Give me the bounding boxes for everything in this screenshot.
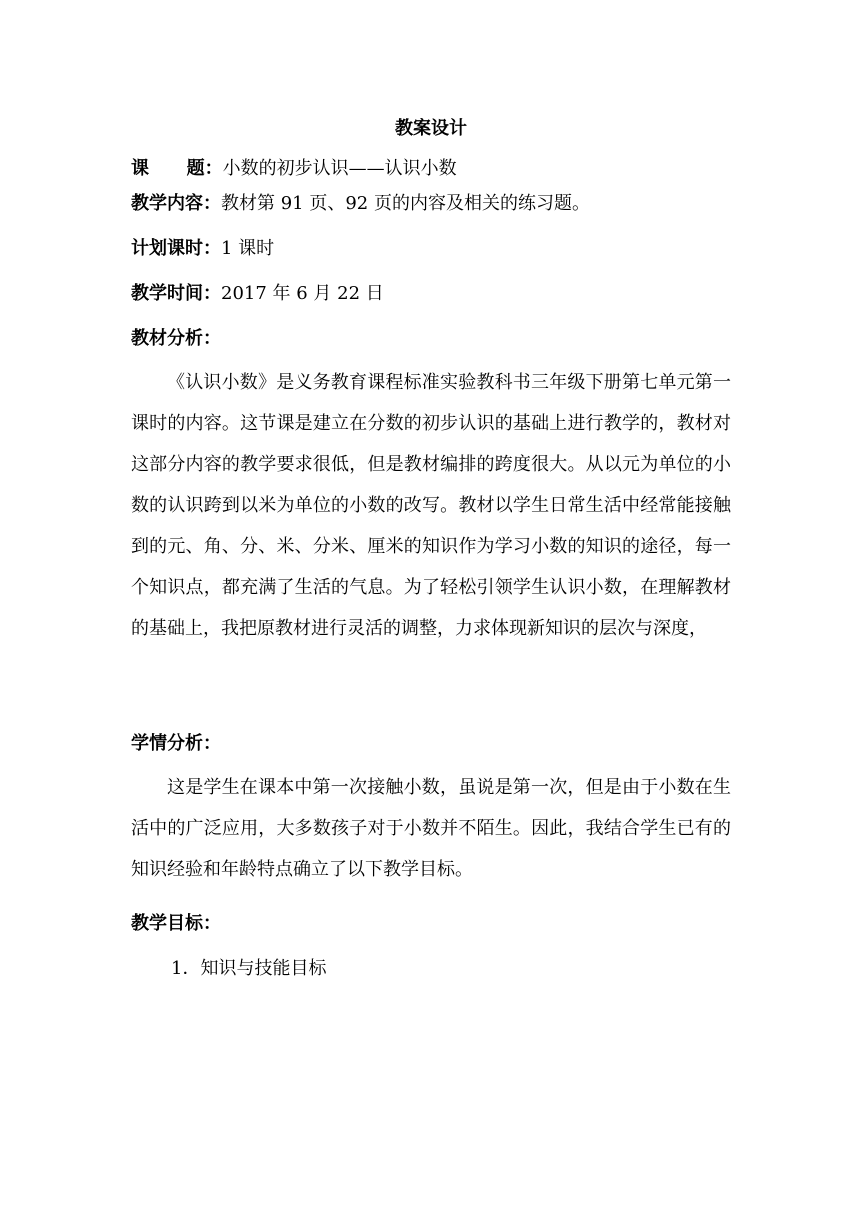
hours-value: 1 课时 — [221, 238, 275, 259]
hours-field — [131, 236, 731, 262]
content-field — [131, 191, 731, 217]
date-field — [131, 281, 731, 307]
textbook-analysis-body: 《认识小数》是义务教育课程标准实验教科书三年级下册第七单元第一课时的内容。这节课是建立在分数的初步认识的基础上进行教学的，教材对这部分内容的教学要求很低，但是教材编排的跨度很大。从以元为单位的小数的认识跨到以米为单位的小数的改写。教材以学生日常生活中经常能接触到的元、角、分、米、分米、厘米的知识作为学习小数的知识的途径，每一个知识点，都充满了生活的气息。为了轻松引领学生认识小数，在理解教材的基础上，我把原教材进行灵活的调整，力求体现新知识的层次与深度， — [131, 372, 731, 639]
date-value: 2017 年 6 月 22 日 — [221, 283, 384, 304]
goals-heading: 教学目标： — [131, 913, 221, 934]
content-value: 教材第 91 页、92 页的内容及相关的练习题。 — [221, 193, 590, 214]
subject-field — [131, 156, 731, 182]
textbook-analysis-heading: 教材分析： — [131, 328, 221, 349]
student-analysis-body: 这是学生在课本中第一次接触小数，虽说是第一次，但是由于小数在生活中的广泛应用，大多数孩子对于小数并不陌生。因此，我结合学生已有的知识经验和年龄特点确立了以下教学目标。 — [131, 777, 731, 880]
subject-value: 小数的初步认识——认识小数 — [222, 158, 457, 179]
subject-label: 课 题： — [131, 158, 223, 179]
document-page — [131, 0, 731, 1216]
date-label: 教学时间： — [131, 283, 221, 304]
student-analysis-heading: 学情分析： — [131, 733, 221, 754]
content-label: 教学内容： — [131, 193, 221, 214]
document-title: 教案设计 — [395, 118, 467, 139]
goals-item-1: 1．知识与技能目标 — [171, 958, 327, 979]
hours-label: 计划课时： — [131, 238, 221, 259]
